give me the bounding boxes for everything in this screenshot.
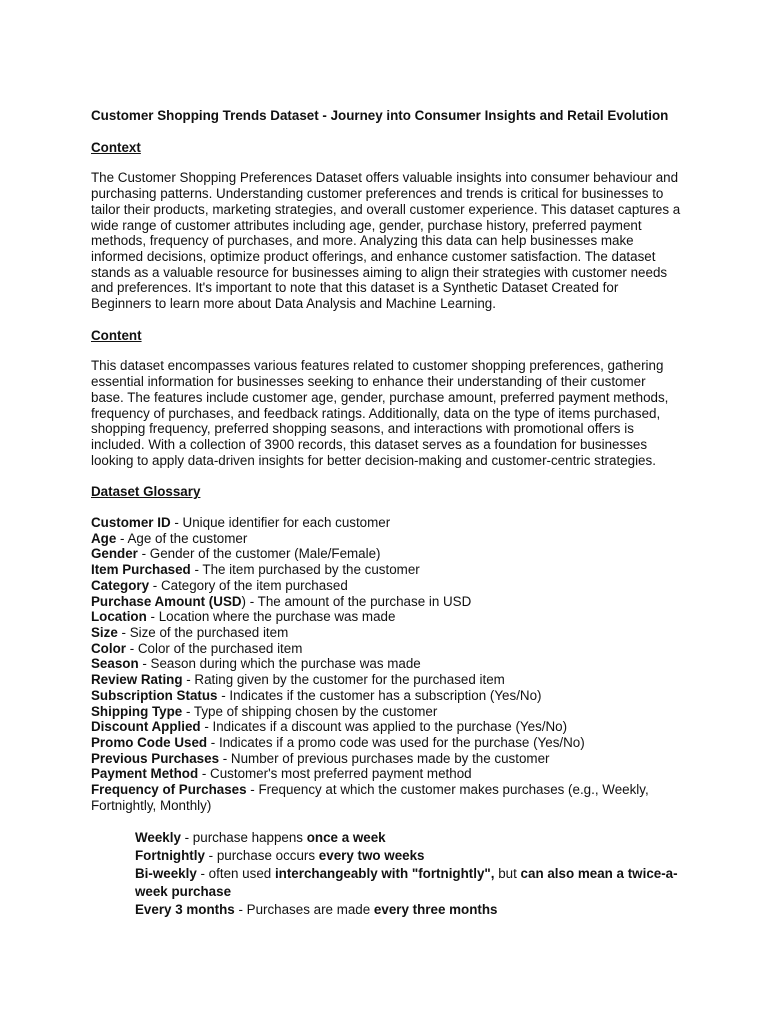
glossary-item	[91, 641, 681, 657]
frequency-item-weekly	[135, 829, 681, 847]
glossary-desc: ) - The amount of the purchase in USD	[241, 593, 472, 609]
glossary-term: Customer ID	[91, 515, 171, 531]
frequency-emphasis: every three months	[373, 902, 498, 918]
glossary-desc: - Season during which the purchase was made	[138, 656, 421, 672]
frequency-item-every-3-months	[135, 901, 681, 919]
glossary-desc: - Indicates if the customer has a subscription (Yes/No)	[217, 687, 542, 703]
glossary-item	[91, 515, 681, 531]
glossary-list	[91, 515, 681, 813]
glossary-desc: - Age of the customer	[116, 530, 248, 546]
glossary-item	[91, 735, 681, 751]
frequency-emphasis: interchangeably with "fortnightly",	[274, 866, 495, 882]
glossary-term: Payment Method	[91, 766, 199, 782]
glossary-desc: - Indicates if a promo code was used for the purchase (Yes/No)	[207, 734, 585, 750]
glossary-desc: - Customer's most preferred payment method	[198, 766, 472, 782]
context-paragraph: The Customer Shopping Preferences Dataset offers valuable insights into consumer behaviour and purchasing patterns. Understanding customer preferences and trends is critical for businesses to tailor their products, marketing strategies, and overall customer experience. This dataset captures a wide range of customer attributes including age, gender, purchase history, preferred payment methods, frequency of purchases, and more. Analyzing this data can help businesses make informed decisions, optimize product offerings, and enhance customer satisfaction. The dataset stands as a valuable resource for businesses aiming to align their strategies with customer needs and preferences. It's important to note that this dataset is a Synthetic Dataset Created for Beginners to learn more about Data Analysis and Machine Learning.	[91, 170, 681, 312]
glossary-desc: - Category of the item purchased	[149, 577, 348, 593]
glossary-desc: - Type of shipping chosen by the customer	[182, 703, 438, 719]
frequency-text: - Purchases are made	[234, 902, 374, 918]
glossary-term: Location	[91, 609, 147, 625]
glossary-desc: - Size of the purchased item	[117, 624, 289, 640]
frequency-emphasis: once a week	[306, 830, 386, 846]
glossary-term: Subscription Status	[91, 687, 218, 703]
content-heading: Content	[91, 327, 142, 343]
frequency-text: but	[494, 866, 521, 882]
frequency-text: - purchase happens	[180, 830, 307, 846]
frequency-text: - often used	[196, 866, 275, 882]
glossary-term: Color	[91, 640, 126, 656]
glossary-desc: - The item purchased by the customer	[190, 562, 420, 578]
glossary-desc: - Number of previous purchases made by the customer	[219, 750, 550, 766]
context-heading: Context	[91, 139, 141, 155]
glossary-desc: - Rating given by the customer for the purchased item	[182, 672, 505, 688]
frequency-item-fortnightly	[135, 847, 681, 865]
glossary-term: Size	[91, 624, 118, 640]
glossary-desc: - Color of the purchased item	[125, 640, 303, 656]
frequency-text: - purchase occurs	[204, 848, 319, 864]
document-title: Customer Shopping Trends Dataset - Journey into Consumer Insights and Retail Evolution	[91, 108, 669, 123]
glossary-desc: - Gender of the customer (Male/Female)	[137, 546, 381, 562]
frequency-term: Weekly	[135, 830, 181, 846]
glossary-term: Shipping Type	[91, 703, 183, 719]
glossary-item	[91, 751, 681, 767]
frequency-term: Every 3 months	[135, 902, 235, 918]
glossary-item	[91, 719, 681, 735]
glossary-desc: - Location where the purchase was made	[146, 609, 396, 625]
glossary-heading: Dataset Glossary	[91, 484, 201, 500]
frequency-definitions	[135, 829, 681, 919]
glossary-term: Purchase Amount (USD	[91, 593, 242, 609]
glossary-term: Item Purchased	[91, 562, 191, 578]
glossary-item	[91, 531, 681, 547]
glossary-item	[91, 562, 681, 578]
glossary-term: Season	[91, 656, 139, 672]
glossary-term: Category	[91, 577, 150, 593]
glossary-term: Age	[91, 530, 117, 546]
glossary-term: Previous Purchases	[91, 750, 220, 766]
glossary-item	[91, 688, 681, 704]
glossary-item	[91, 594, 681, 610]
glossary-desc: - Indicates if a discount was applied to the purchase (Yes/No)	[200, 719, 568, 735]
glossary-item	[91, 578, 681, 594]
glossary-item	[91, 656, 681, 672]
frequency-emphasis: every two weeks	[318, 848, 425, 864]
glossary-term: Review Rating	[91, 672, 183, 688]
glossary-item	[91, 625, 681, 641]
glossary-item	[91, 672, 681, 688]
document-page	[91, 108, 681, 919]
content-paragraph: This dataset encompasses various features related to customer shopping preferences, gathering essential information for businesses seeking to enhance their understanding of their customer base. The features include customer age, gender, purchase amount, preferred payment methods, frequency of purchases, and feedback ratings. Additionally, data on the type of items purchased, shopping frequency, preferred shopping seasons, and interactions with promotional offers is included. With a collection of 3900 records, this dataset serves as a foundation for businesses looking to apply data-driven insights for better decision-making and customer-centric strategies.	[91, 358, 669, 468]
glossary-item	[91, 609, 681, 625]
glossary-term: Promo Code Used	[91, 734, 208, 750]
glossary-item	[91, 546, 681, 562]
glossary-item	[91, 782, 681, 813]
glossary-desc: - Unique identifier for each customer	[170, 515, 391, 531]
glossary-term: Gender	[91, 546, 138, 562]
glossary-desc: - Frequency at which the customer makes purchases (e.g., Weekly, Fortnightly, Monthly)	[91, 782, 649, 813]
frequency-emphasis: can also mean a twice-a-week purchase	[135, 866, 678, 900]
frequency-item-biweekly	[135, 865, 681, 901]
frequency-term: Bi-weekly	[135, 866, 197, 882]
glossary-item	[91, 766, 681, 782]
glossary-term: Discount Applied	[91, 719, 201, 735]
glossary-term: Frequency of Purchases	[91, 782, 247, 798]
frequency-term: Fortnightly	[135, 848, 205, 864]
glossary-item	[91, 704, 681, 720]
